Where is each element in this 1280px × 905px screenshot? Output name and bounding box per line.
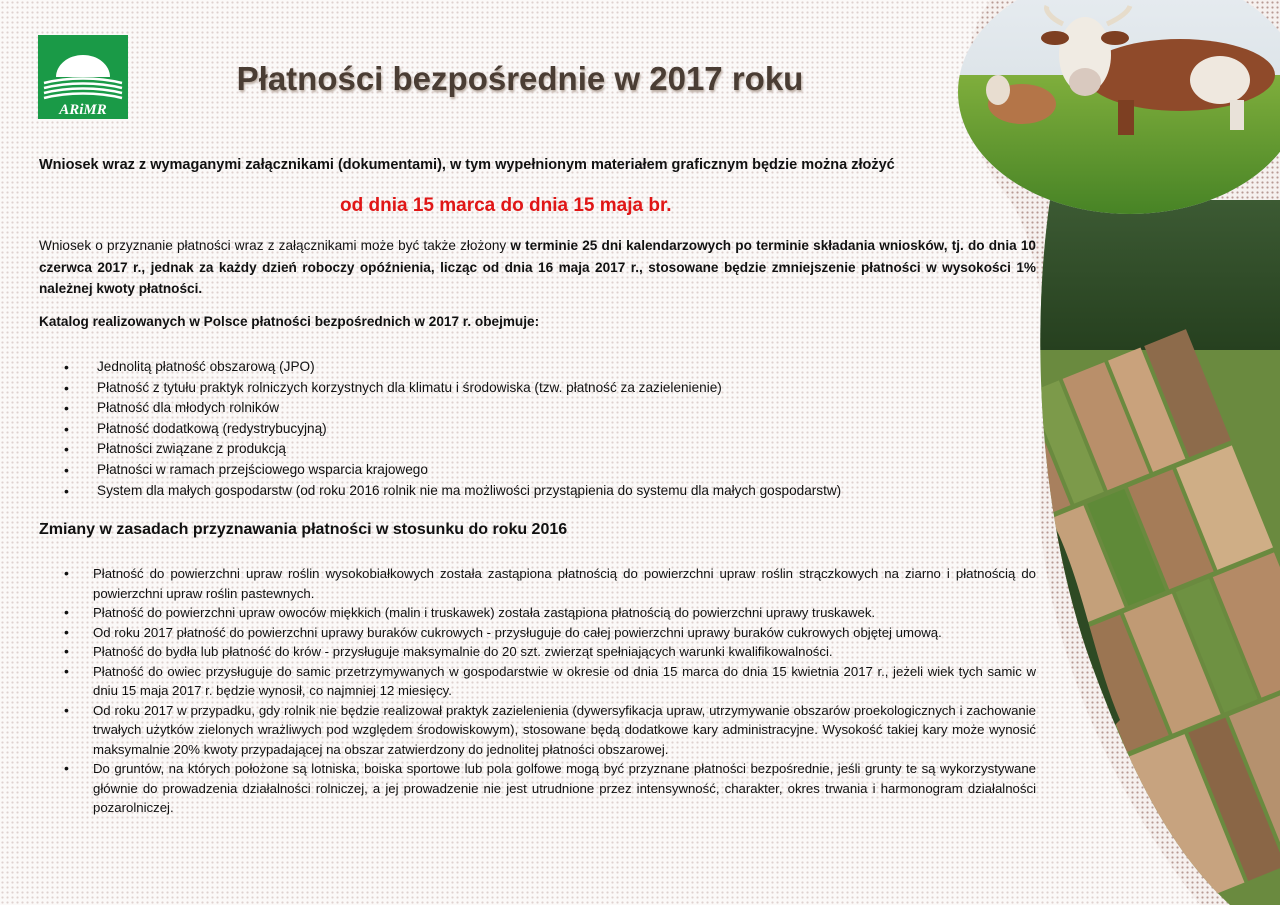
submission-dates: od dnia 15 marca do dnia 15 maja br. — [340, 195, 672, 216]
list-item: • Od roku 2017 w przypadku, gdy rolnik nie będzie realizował praktyk zazielenienia (dywersyfikacja upraw, utrzymywanie obszarów proekologicznych i zachowanie trwałych użytków zielonych wrażliwych pod względem środowiskowym), stosowane będą dodatkowe kary administracyjne. Wysokość takiej kary może wynosić maksymalnie 20% kwoty przypadającej na obszar zatwierdzony do jednolitej płatności obszarowej. — [64, 701, 1036, 760]
list-item: • Do gruntów, na których położone są lotniska, boiska sportowe lub pola golfowe mogą być przyznane płatności bezpośrednie, jeśli grunty te są wykorzystywane głównie do prowadzenia działalności rolniczej, a jej prowadzenie nie jest utrudnione przez intensywność, charakter, okres trwania i harmonogram działalności pozarolniczej. — [64, 759, 1036, 818]
deadline-paragraph — [39, 235, 1036, 300]
deadline-bold: w terminie 25 dni kalendarzowych po terminie składania wniosków, tj. do dnia 10 czerwca 2017 r., jednak za każdy dzień roboczy opóźnienia, licząc od dnia 16 maja 2017 r., stosowane będzie zmniejszenie płatności w wysokości 1% należnej kwoty płatności. — [39, 238, 1036, 296]
list-item: • Płatności w ramach przejściowego wsparcia krajowego — [64, 460, 964, 481]
intro-text: Wniosek wraz z wymaganymi załącznikami (dokumentami), w tym wypełnionym materiałem graficznym będzie można złożyć — [39, 157, 895, 173]
logo-text: ARiMR — [59, 102, 107, 118]
catalog-list — [64, 357, 964, 501]
catalog-heading: Katalog realizowanych w Polsce płatności bezpośrednich w 2017 r. obejmuje: — [39, 314, 540, 329]
list-item: • Płatność do powierzchni upraw roślin wysokobiałkowych została zastąpiona płatnością do powierzchni upraw roślin strączkowych na ziarno i płatnością do powierzchni upraw roślin pastewnych. — [64, 564, 1036, 603]
page-title: Płatności bezpośrednie w 2017 roku — [236, 60, 804, 97]
list-item: • Płatność do bydła lub płatność do krów - przysługuje maksymalnie do 20 szt. zwierząt spełniających warunki kwalifikowalności. — [64, 642, 1036, 662]
list-item: • Płatność do owiec przysługuje do samic przetrzymywanych w gospodarstwie w okresie od dnia 15 marca do dnia 15 kwietnia 2017 r., jeżeli wiek tych samic w dniu 15 maja 2017 r. będzie wynosił, co najmniej 12 miesięcy. — [64, 662, 1036, 701]
list-item: • System dla małych gospodarstw (od roku 2016 rolnik nie ma możliwości przystąpienia do systemu dla małych gospodarstw) — [64, 481, 964, 502]
list-item: • Płatność dodatkową (redystrybucyjną) — [64, 419, 964, 440]
list-item: • Od roku 2017 płatność do powierzchni uprawy buraków cukrowych - przysługuje do całej powierzchni uprawy buraków cukrowych objętej umową. — [64, 623, 1036, 643]
arimr-logo — [38, 35, 128, 119]
list-item: • Płatność dla młodych rolników — [64, 398, 964, 419]
list-item: • Jednolitą płatność obszarową (JPO) — [64, 357, 964, 378]
changes-heading: Zmiany w zasadach przyznawania płatności w stosunku do roku 2016 — [39, 521, 568, 538]
list-item: • Płatność do powierzchni upraw owoców miękkich (malin i truskawek) została zastąpiona płatnością do powierzchni uprawy truskawek. — [64, 603, 1036, 623]
deadline-normal: Wniosek o przyznanie płatności wraz z załącznikami może być także złożony — [39, 238, 511, 253]
list-item: • Płatność z tytułu praktyk rolniczych korzystnych dla klimatu i środowiska (tzw. płatność za zazielenienie) — [64, 378, 964, 399]
list-item: • Płatności związane z produkcją — [64, 439, 964, 460]
changes-list — [64, 564, 1036, 818]
